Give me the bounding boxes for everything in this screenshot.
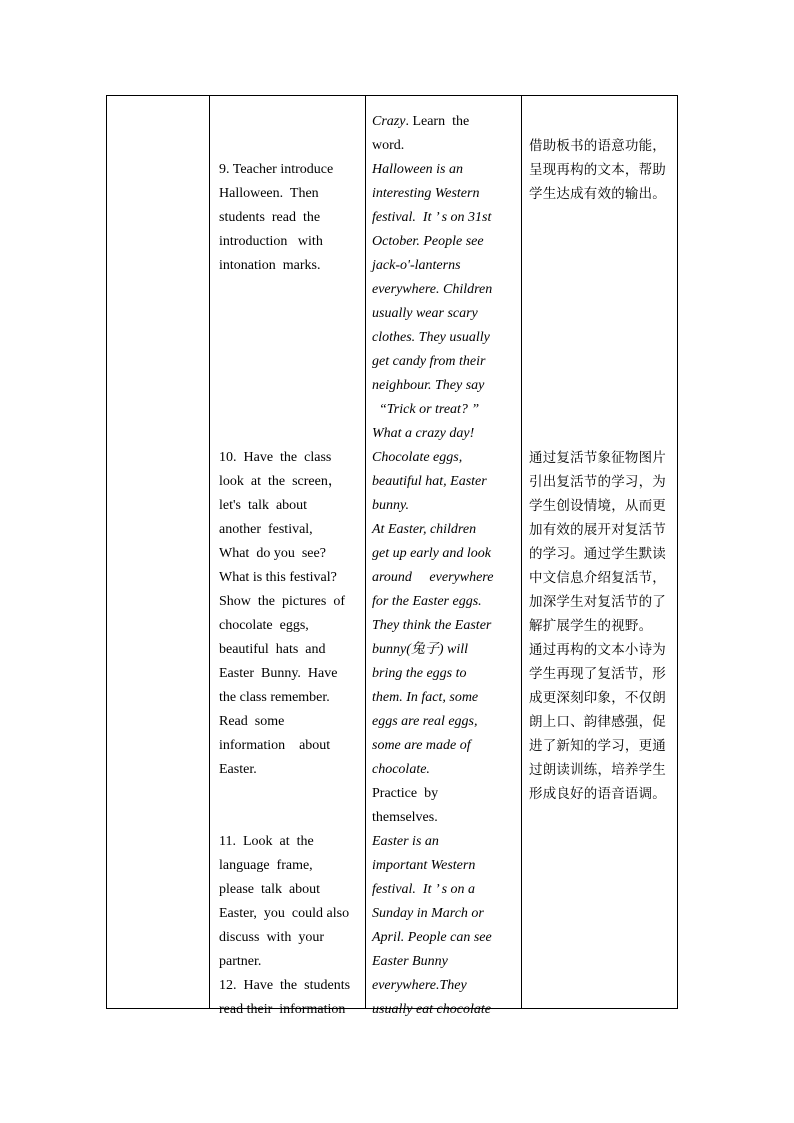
teacher-activity-line: read their information [219,1002,346,1017]
design-intent-line: 解扩展学生的视野。 [529,618,653,634]
teacher-activity-line: the class remember. [219,690,330,705]
design-intent-line: 成更深刻印象，不仅朗 [529,690,666,706]
student-activity-line: everywhere. Children [372,282,493,297]
design-intent-column [522,96,677,1008]
student-activity-line: themselves. [372,810,438,825]
teacher-activity-line: Easter, you could also [219,906,350,921]
design-intent-line: 引出复活节的学习，为 [529,474,666,490]
teacher-activity-line: What is this festival? [219,570,337,585]
student-activity-line: What a crazy day! [372,426,475,441]
teacher-activity-line: let's talk about [219,498,308,513]
student-activity-line: beautiful hat, Easter [372,474,487,489]
step-column [107,96,209,1008]
student-activity-line: jack-o'-lanterns [372,258,461,273]
design-intent-line: 加深学生对复活节的了 [529,594,666,610]
student-activity-line: “Trick or treat? ” [372,402,480,417]
teacher-activity-line: 11. Look at the [219,834,314,849]
student-activity-line-italic: Crazy [372,114,406,129]
student-activity-line: They think the Easter [372,618,492,633]
teacher-activity-line: 12. Have the students [219,978,351,993]
student-activity-line: get candy from their [372,354,486,369]
student-activity-line: Easter is an [372,834,439,849]
student-activity-line: some are made of [372,738,471,753]
design-intent-line: 形成良好的语音语调。 [529,786,666,802]
student-activity-line: word. [372,138,405,153]
student-activity-line: eggs are real eggs, [372,714,478,729]
student-activity-line: usually wear scary [372,306,478,321]
student-activity-line-tail: . Learn the [405,114,470,129]
design-intent-line: 中文信息介绍复活节， [529,570,666,586]
teacher-activity-line: discuss with your [219,930,324,945]
student-activity-line: usually eat chocolate [372,1002,491,1017]
student-activity-line: get up early and look [372,546,491,561]
student-activity-line: Easter Bunny [372,954,448,969]
student-activity-column [366,96,521,1017]
lesson-plan-table [106,95,678,1017]
student-activity-line: Practice by [372,786,439,801]
teacher-activity-line: beautiful hats and [219,642,326,657]
teacher-activity-line: another festival, [219,522,313,537]
design-intent-line: 学生达成有效的输出。 [529,186,666,202]
design-intent-line: 学生创设情境，从而更 [529,498,666,514]
teacher-activity-line: What do you see? [219,546,326,561]
teacher-activity-line: introduction with [219,234,323,249]
student-activity-line: festival. It ’ s on 31st [372,210,492,225]
teacher-activity-line: 9. Teacher introduce [219,162,334,177]
teacher-activity-line: language frame, [219,858,313,873]
student-activity-line: At Easter, children [372,522,477,537]
design-intent-line: 朗上口、韵律感强，促 [529,714,666,730]
student-activity-line [372,110,469,134]
student-activity-line: October. People see [372,234,484,249]
design-intent-line: 呈现再构的文本，帮助 [529,162,666,178]
teacher-activity-line: Easter Bunny. Have [219,666,338,681]
design-intent-line: 的学习。通过学生默读 [529,546,666,562]
student-activity-line: Sunday in March or [372,906,484,921]
teacher-activity-line: intonation marks. [219,258,321,273]
design-intent-line: 加有效的展开对复活节 [529,522,666,538]
student-activity-line: around everywhere [372,570,494,585]
student-activity-line: bunny. [372,498,409,513]
teacher-activity-line: Read some [219,714,285,729]
student-activity-line: for the Easter eggs. [372,594,482,609]
design-intent-line: 进了新知的学习，更通 [529,738,666,754]
student-activity-line: April. People can see [372,930,492,945]
teacher-activity-line: partner. [219,954,262,969]
student-activity-line: bunny(兔子) will [372,642,469,657]
design-intent-line: 通过再构的文本小诗为 [529,642,666,658]
student-activity-line: Chocolate eggs, [372,450,463,465]
student-activity-line: chocolate. [372,762,430,777]
student-activity-line: important Western [372,858,476,873]
student-activity-line: everywhere.They [372,978,467,993]
teacher-activity-line: Halloween. Then [219,186,319,201]
student-activity-line: them. In fact, some [372,690,479,705]
student-activity-line: interesting Western [372,186,480,201]
teacher-activity-line: information about [219,738,331,753]
design-intent-line: 通过复活节象征物图片 [529,450,666,466]
teacher-activity-line: Show the pictures of [219,594,345,609]
teacher-activity-line: chocolate eggs, [219,618,309,633]
teacher-activity-line: 10. Have the class [219,450,332,465]
design-intent-line: 借助板书的语意功能， [529,138,666,154]
teacher-activity-column [210,96,365,1017]
student-activity-line: clothes. They usually [372,330,490,345]
student-activity-line: bring the eggs to [372,666,467,681]
teacher-activity-line: Easter. [219,762,257,777]
teacher-activity-line: students read the [219,210,321,225]
student-activity-line: Halloween is an [372,162,463,177]
design-intent-line: 过朗读训练，培养学生 [529,762,666,778]
teacher-activity-line: please talk about [219,882,321,897]
student-activity-line: neighbour. They say [372,378,485,393]
student-activity-line: festival. It ’ s on a [372,882,476,897]
design-intent-line: 学生再现了复活节，形 [529,666,666,682]
teacher-activity-line: look at the screen， [219,474,342,489]
